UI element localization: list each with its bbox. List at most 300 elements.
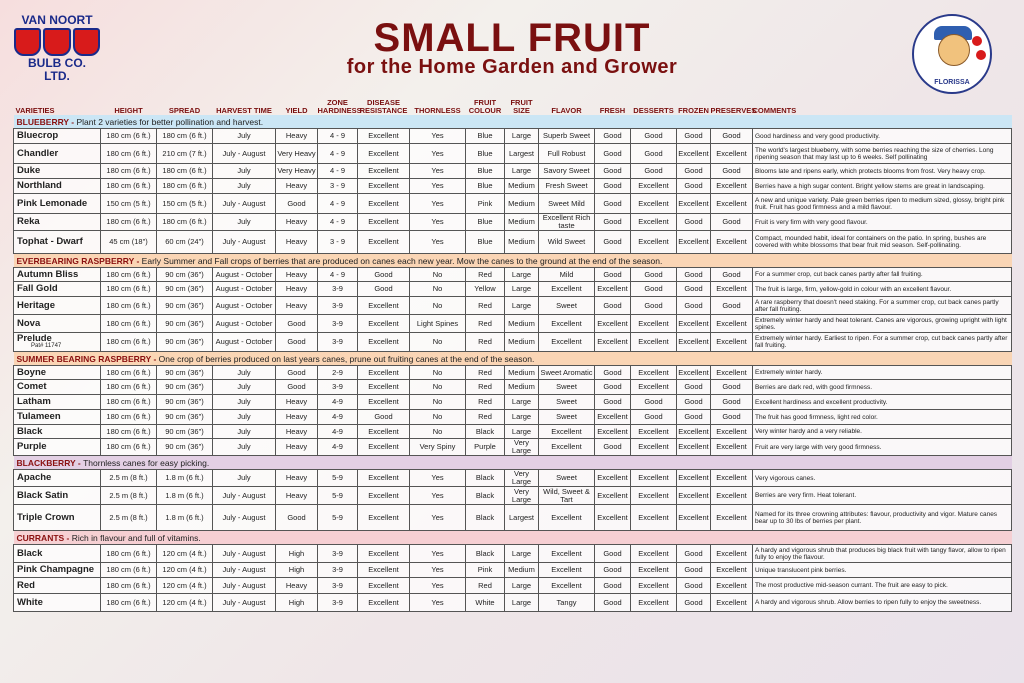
cell-text: Fruit are very large with very good firmness. [755, 443, 882, 451]
cell-text: Heavy [285, 217, 308, 226]
florissa-text: FLORISSA [934, 79, 970, 86]
table-cell [213, 282, 276, 297]
table-cell [677, 282, 711, 297]
table-row [14, 231, 1012, 254]
cell-text: Medium [508, 198, 535, 208]
table-cell [358, 470, 410, 487]
table-cell [101, 268, 157, 282]
table-cell [595, 164, 631, 179]
cell-text: Red [478, 397, 492, 406]
table-cell [711, 594, 753, 612]
table-cell [677, 231, 711, 254]
table-cell [101, 563, 157, 578]
table-cell [677, 470, 711, 487]
cell-text: Excellent [716, 181, 747, 190]
cell-text: Extremely winter hardy. Earliest to ripen. For a summer crop, cut back canes partly after fall fruiting. [755, 335, 1008, 349]
cell-text: Black [17, 547, 43, 559]
table-row [14, 505, 1012, 531]
table-cell [358, 282, 410, 297]
table-cell [631, 578, 677, 594]
table-row [14, 470, 1012, 487]
table-cell [157, 594, 213, 612]
section-note: Plant 2 varieties for better pollination and harvest. [76, 116, 264, 127]
table-cell [276, 333, 318, 352]
cell-text: 4-9 [332, 397, 343, 406]
table-cell [358, 129, 410, 144]
section-name: BLUEBERRY - [16, 116, 77, 127]
table-cell [213, 333, 276, 352]
cell-text: July [237, 367, 251, 377]
cell-text: Superb Sweet [542, 131, 591, 140]
cell-text: Large [511, 426, 532, 436]
cell-text: For a summer crop, cut back canes partly after fall fruiting. [755, 271, 923, 278]
cell-text: Red [478, 580, 492, 590]
table-row [14, 545, 1012, 563]
comment-cell [753, 487, 1012, 505]
comment-cell [753, 563, 1012, 578]
cell-text: Good [722, 382, 741, 391]
table-cell [631, 594, 677, 612]
cell-text: Pink Lemonade [17, 197, 88, 209]
column-header: ZONE HARDINESS [317, 98, 362, 115]
table-cell [505, 439, 539, 456]
cell-text: Red [478, 300, 492, 310]
cell-text: 180 cm (6 ft.) [106, 318, 151, 328]
column-header: YIELD [285, 106, 308, 115]
column-header: DISEASE RESISTANCE [359, 98, 408, 115]
cell-text: Heavy [285, 490, 308, 500]
cell-text: Yes [431, 565, 444, 574]
cell-text: Good [684, 412, 703, 421]
table-cell [711, 214, 753, 231]
cell-text: Good [287, 367, 306, 377]
cell-text: Black [475, 490, 495, 500]
cell-text: Good [287, 382, 306, 391]
cell-text: 180 cm (6 ft.) [106, 148, 151, 158]
cell-text: Excellent [638, 426, 669, 436]
cell-text: Excellent [678, 442, 709, 451]
cell-text: 90 cm (36") [165, 269, 204, 279]
brand-line-2: BULB CO. LTD. [28, 56, 86, 83]
cell-text: 180 cm (6 ft.) [106, 131, 151, 140]
table-cell [410, 410, 466, 425]
cell-text: 150 cm (5 ft.) [162, 198, 207, 208]
cell-text: 3-9 [332, 318, 343, 328]
variety-name [14, 563, 101, 578]
cell-text: Excellent [551, 284, 582, 293]
column-header: HARVEST TIME [216, 106, 272, 115]
cell-text: 180 cm (6 ft.) [106, 548, 151, 558]
cell-text: Excellent [716, 426, 747, 436]
table-cell [466, 333, 505, 352]
cell-text: 90 cm (36") [165, 442, 204, 451]
table-cell [410, 425, 466, 439]
table-cell [539, 395, 595, 410]
cell-text: Yes [431, 148, 444, 158]
table-row [14, 282, 1012, 297]
table-cell [595, 439, 631, 456]
table-cell [213, 297, 276, 315]
cell-text: July [237, 181, 251, 190]
cell-text: Excellent [716, 442, 747, 451]
table-cell [505, 297, 539, 315]
cell-text: Heavy [285, 426, 308, 436]
table-cell [631, 179, 677, 194]
cell-text: Excellent [368, 181, 399, 190]
table-cell [466, 563, 505, 578]
table-cell [631, 297, 677, 315]
cell-text: Black [475, 426, 495, 436]
table-cell [213, 545, 276, 563]
cell-text: July - August [222, 237, 266, 246]
variety-name [14, 333, 101, 352]
table-cell [539, 505, 595, 531]
table-cell [677, 179, 711, 194]
cell-text: Unique translucent pink berries. [755, 566, 847, 574]
table-cell [157, 545, 213, 563]
cell-text: Good [603, 181, 622, 190]
cell-text: July [237, 397, 251, 406]
cell-text: Good [374, 412, 393, 421]
cell-text: Yes [431, 166, 444, 175]
cell-text: Berries are very firm. Heat tolerant. [755, 492, 857, 499]
cell-text: Good [684, 284, 703, 293]
cell-text: Heavy [285, 131, 308, 140]
section-note: One crop of berries produced on last years canes, prune out fruiting canes at the end of the season. [158, 353, 535, 364]
cell-text: Medium [508, 382, 535, 391]
cell-text: Largest [508, 512, 535, 522]
cell-text: Excellent [716, 337, 747, 346]
cell-text: 180 cm (6 ft.) [162, 181, 207, 190]
table-cell [711, 231, 753, 254]
cell-text: Very vigorous canes. [755, 474, 816, 482]
table-cell [213, 380, 276, 395]
table-cell [276, 563, 318, 578]
cell-text: Purple [474, 442, 496, 451]
table-cell [410, 282, 466, 297]
table-cell [466, 366, 505, 380]
comment-cell [753, 164, 1012, 179]
cell-text: Good hardiness and very good productivity. [755, 132, 880, 140]
cell-text: Fruit is very firm with very good flavour. [755, 218, 868, 226]
table-cell [318, 214, 358, 231]
table-cell [358, 194, 410, 214]
table-cell [213, 425, 276, 439]
cell-text: Large [511, 131, 532, 140]
cell-text: Berries are dark red, with good firmness. [755, 383, 873, 391]
cell-text: Sweet [556, 412, 577, 421]
cell-text: Good [603, 166, 622, 175]
table-cell [595, 144, 631, 164]
table-cell [318, 164, 358, 179]
cell-text: Berries have a high sugar content. Bright yellow stems are great in landscaping. [755, 182, 985, 190]
cell-text: 180 cm (6 ft.) [106, 166, 151, 175]
cell-text: 180 cm (6 ft.) [162, 166, 207, 175]
cell-text: Excellent [678, 473, 709, 482]
cell-text: No [432, 337, 443, 346]
cell-text: Excellent [368, 237, 399, 246]
cell-text: Excellent [716, 565, 747, 574]
cell-text: Good [603, 382, 622, 391]
comment-cell [753, 297, 1012, 315]
cell-text: 4 - 9 [329, 269, 345, 279]
table-cell [101, 594, 157, 612]
table-cell [276, 129, 318, 144]
cell-text: Blue [477, 166, 493, 175]
cell-text: Yes [431, 490, 444, 500]
cell-text: Excellent [368, 217, 399, 226]
comment-cell [753, 425, 1012, 439]
cell-text: 4 - 9 [329, 148, 345, 158]
section-title [14, 456, 1012, 470]
cell-text: Large [511, 580, 532, 590]
cell-text: Black [475, 512, 495, 522]
cell-text: Excellent [638, 367, 669, 377]
table-cell [358, 439, 410, 456]
cell-text: High [288, 565, 305, 574]
table-cell [711, 333, 753, 352]
table-cell [101, 410, 157, 425]
table-cell [539, 545, 595, 563]
cell-text: Excellent [597, 426, 628, 436]
table-cell [595, 194, 631, 214]
column-header: FROZEN [678, 106, 709, 115]
cell-text: 3-9 [332, 382, 343, 391]
section-header [14, 115, 1012, 129]
cell-text: Excellent [597, 512, 628, 522]
cell-text: Excellent [638, 565, 669, 574]
cell-text: Good [684, 217, 703, 226]
table-cell [595, 470, 631, 487]
cell-text: 2.5 m (8 ft.) [109, 512, 148, 522]
table-cell [157, 395, 213, 410]
cell-text: Excellent [368, 597, 399, 607]
cell-text: 120 cm (4 ft.) [162, 548, 207, 558]
cell-text: Medium [508, 217, 535, 226]
cell-text: August - October [215, 337, 273, 346]
cell-text: 210 cm (7 ft.) [162, 148, 207, 158]
comment-cell [753, 282, 1012, 297]
cell-text: White [17, 596, 43, 608]
table-cell [276, 578, 318, 594]
cell-text: Excellent [368, 580, 399, 590]
cell-text: Excellent [716, 548, 747, 558]
table-row [14, 578, 1012, 594]
table-cell [410, 194, 466, 214]
comment-cell [753, 578, 1012, 594]
table-cell [213, 395, 276, 410]
table-cell [539, 194, 595, 214]
table-cell [505, 505, 539, 531]
cell-text: Reka [17, 216, 40, 227]
cell-text: Medium [508, 367, 535, 377]
cell-text: Good [644, 166, 663, 175]
cell-text: Good [722, 166, 741, 175]
cell-text: Pink [477, 198, 493, 208]
variety-name [14, 380, 101, 395]
table-cell [505, 214, 539, 231]
cell-text: Good [644, 148, 663, 158]
table-cell [677, 297, 711, 315]
cell-text: Excellent [638, 580, 669, 590]
section-note: Rich in flavour and full of vitamins. [71, 532, 201, 543]
table-cell [157, 380, 213, 395]
cell-text: Bluecrop [17, 130, 59, 141]
cell-text: July - August [222, 565, 266, 574]
table-row [14, 410, 1012, 425]
cell-text: 3-9 [332, 284, 343, 293]
table-cell [711, 439, 753, 456]
table-cell [276, 439, 318, 456]
cell-text: Good [603, 217, 622, 226]
comment-cell [753, 214, 1012, 231]
table-cell [595, 578, 631, 594]
cell-text: Sweet [556, 300, 577, 310]
table-cell [157, 505, 213, 531]
cell-text: 180 cm (6 ft.) [106, 217, 151, 226]
cell-text: Heavy [285, 181, 308, 190]
cell-text: Excellent [678, 426, 709, 436]
table-cell [505, 380, 539, 395]
cell-text: 60 cm (24") [165, 237, 204, 246]
table-cell [505, 179, 539, 194]
cell-text: 2.5 m (8 ft.) [109, 473, 148, 482]
cell-text: Excellent [368, 426, 399, 436]
cell-text: Extremely winter hardy and heat tolerant. Canes are vigorous, growing upright with light spines. [755, 316, 1007, 331]
table-cell [631, 231, 677, 254]
cell-text: 2-9 [332, 367, 343, 377]
table-cell [157, 179, 213, 194]
cell-text: July [237, 412, 251, 421]
table-cell [466, 594, 505, 612]
table-cell [101, 487, 157, 505]
cell-text: Blooms late and ripens early, which protects blooms from frost. Very heavy crop. [755, 167, 986, 175]
table-cell [539, 563, 595, 578]
cell-text: Very Heavy [277, 148, 316, 158]
cell-text: 4 - 9 [329, 198, 345, 208]
cell-text: Good [684, 166, 703, 175]
table-cell [595, 425, 631, 439]
cell-text: 90 cm (36") [165, 382, 204, 391]
cell-text: 180 cm (6 ft.) [106, 442, 151, 451]
cell-text: Good [603, 597, 622, 607]
table-cell [539, 333, 595, 352]
cell-text: Blue [477, 237, 493, 246]
cell-text: 90 cm (36") [165, 367, 204, 377]
table-cell [276, 594, 318, 612]
table-cell [213, 439, 276, 456]
table-cell [410, 297, 466, 315]
table-cell [358, 268, 410, 282]
table-cell [358, 179, 410, 194]
cell-text: No [432, 269, 443, 279]
table-cell [318, 297, 358, 315]
table-cell [711, 179, 753, 194]
table-cell [276, 366, 318, 380]
cell-text: High [288, 597, 305, 607]
table-cell [318, 594, 358, 612]
table-cell [157, 231, 213, 254]
cell-text: Excellent [551, 548, 582, 558]
cell-text: Sweet Aromatic [540, 367, 593, 377]
cell-text: Excellent [716, 367, 747, 377]
table-cell [157, 366, 213, 380]
cell-text: Comet [17, 381, 47, 392]
section-title [14, 115, 1012, 129]
cell-text: Excellent [716, 318, 747, 328]
table-cell [358, 487, 410, 505]
table-cell [677, 164, 711, 179]
florissa-logo [912, 14, 992, 94]
table-cell [539, 366, 595, 380]
table-cell [677, 366, 711, 380]
table-cell [358, 594, 410, 612]
cell-text: Yes [431, 131, 444, 140]
table-cell [318, 179, 358, 194]
table-cell [318, 129, 358, 144]
cell-text: Duke [17, 165, 41, 176]
cell-text: Large [511, 166, 532, 175]
cell-text: 180 cm (6 ft.) [106, 382, 151, 391]
cell-text: Large [511, 397, 532, 406]
table-cell [101, 470, 157, 487]
cell-text: Excellent [551, 565, 582, 574]
cell-text: Good [684, 597, 703, 607]
cell-text: 3-9 [332, 337, 343, 346]
cell-text: 150 cm (5 ft.) [106, 198, 151, 208]
cell-text: Excellent [716, 148, 747, 158]
table-cell [631, 487, 677, 505]
cell-text: Red [478, 367, 492, 377]
variety-name [14, 214, 101, 231]
table-cell [410, 395, 466, 410]
variety-name [14, 470, 101, 487]
cell-text: Medium [508, 565, 535, 574]
section-note: Early Summer and Fall crops of berries that are produced on canes each new year. Mow the canes to the ground at the end of the season. [141, 255, 663, 266]
variety-name [14, 505, 101, 531]
table-cell [466, 439, 505, 456]
table-cell [410, 505, 466, 531]
page-subtitle: for the Home Garden and Grower [346, 56, 678, 78]
column-header: COMMENTS [752, 106, 797, 115]
cell-text: Large [511, 597, 532, 607]
table-cell [466, 214, 505, 231]
cell-text: Very Large [511, 469, 532, 486]
section-title [14, 254, 1012, 268]
cell-text: No [432, 284, 443, 293]
cell-text: 3-9 [332, 565, 343, 574]
table-cell [358, 545, 410, 563]
table-cell [539, 410, 595, 425]
table-cell [711, 164, 753, 179]
table-cell [276, 505, 318, 531]
table-cell [358, 144, 410, 164]
table-cell [318, 333, 358, 352]
cell-text: Yes [431, 597, 444, 607]
table-cell [276, 425, 318, 439]
column-header-row [14, 97, 1012, 115]
cell-text: 120 cm (4 ft.) [162, 597, 207, 607]
table-cell [318, 194, 358, 214]
table-cell [539, 179, 595, 194]
table-cell [466, 179, 505, 194]
table-cell [358, 563, 410, 578]
table-cell [157, 487, 213, 505]
table-cell [677, 505, 711, 531]
cell-text: Good [722, 412, 741, 421]
table-cell [677, 380, 711, 395]
cell-text: Excellent [678, 198, 709, 208]
